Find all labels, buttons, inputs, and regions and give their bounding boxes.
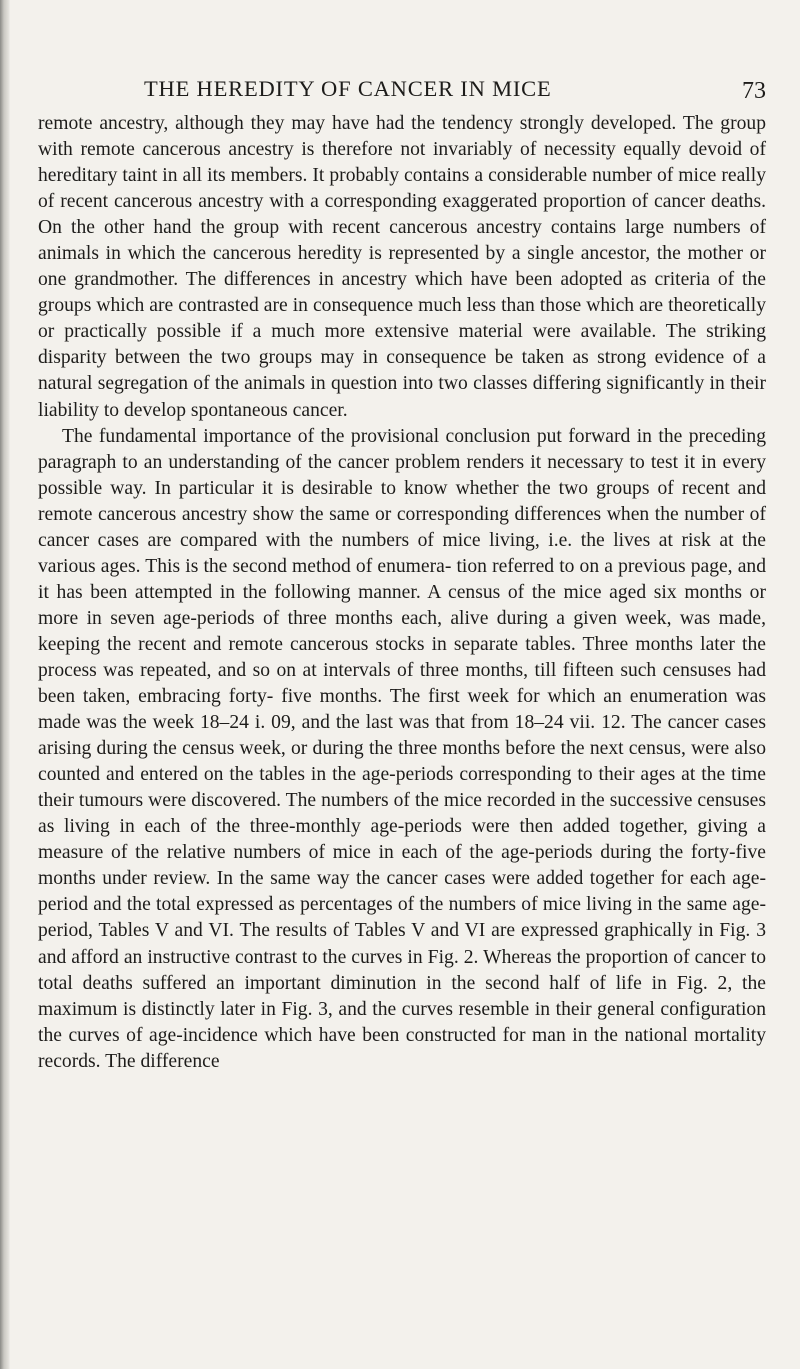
running-title: THE HEREDITY OF CANCER IN MICE xyxy=(144,76,552,101)
page-number: 73 xyxy=(742,78,766,104)
body-text xyxy=(38,111,766,1075)
page-binding-edge xyxy=(0,0,10,1369)
paragraph-continued: remote ancestry, although they may have had the tendency strongly developed. The group with remote cancerous ancestry is therefore not invariably of necessity equally devoid of hereditary taint in all its members. It probably contains a considerable number of mice really of recent cancerous ancestry with a corresponding exaggerated proportion of cancer deaths. On the other hand the group with recent cancerous ancestry contains large numbers of animals in which the cancerous heredity is represented by a single ancestor, the mother or one grandmother. The differences in ancestry which have been adopted as criteria of the groups which are contrasted are in consequence much less than those which are theoretically or practically possible if a much more extensive material were available. The striking disparity between the two groups may in consequence be taken as strong evidence of a natural segregation of the animals in question into two classes differing significantly in their liability to develop spontaneous cancer. xyxy=(38,113,766,421)
running-head xyxy=(144,76,766,104)
paragraph-census-method: The fundamental importance of the provisional conclusion put forward in the preceding paragraph to an understanding of the cancer problem renders it necessary to test it in every possible way. In particular it is desirable to know whether the two groups of recent and remote cancerous ancestry show the same or corresponding differences when the number of cancer cases are compared with the numbers of mice living, i.e. the lives at risk at the various ages. This is the second method of enumera- tion referred to on a previous page, and it has been attempted in the following manner. A census of the mice aged six months or more in seven age-periods of three months each, alive during a given week, was made, keeping the recent and remote cancerous stocks in separate tables. Three months later the process was repeated, and so on at intervals of three months, till fifteen such censuses had been taken, embracing forty- five months. The first week for which an enumeration was made was the week 18–24 i. 09, and the last was that from 18–24 vii. 12. The cancer cases arising during the census week, or during the three months before the next census, were also counted and entered on the tables in the age-periods corresponding to their ages at the time their tumours were discovered. The numbers of the mice recorded in the successive censuses as living in each of the three-monthly age-periods were then added together, giving a measure of the relative numbers of mice in each of the age-periods during the forty-five months under review. In the same way the cancer cases were added together for each age-period and the total expressed as percentages of the numbers of mice living in the same age-period, Tables V and VI. The results of Tables V and VI are expressed graphically in Fig. 3 and afford an instructive contrast to the curves in Fig. 2. Whereas the proportion of cancer to total deaths suffered an important diminution in the second half of life in Fig. 2, the maximum is distinctly later in Fig. 3, and the curves resemble in their general configuration the curves of age-incidence which have been constructed for man in the national mortality records. The difference xyxy=(38,425,766,1072)
